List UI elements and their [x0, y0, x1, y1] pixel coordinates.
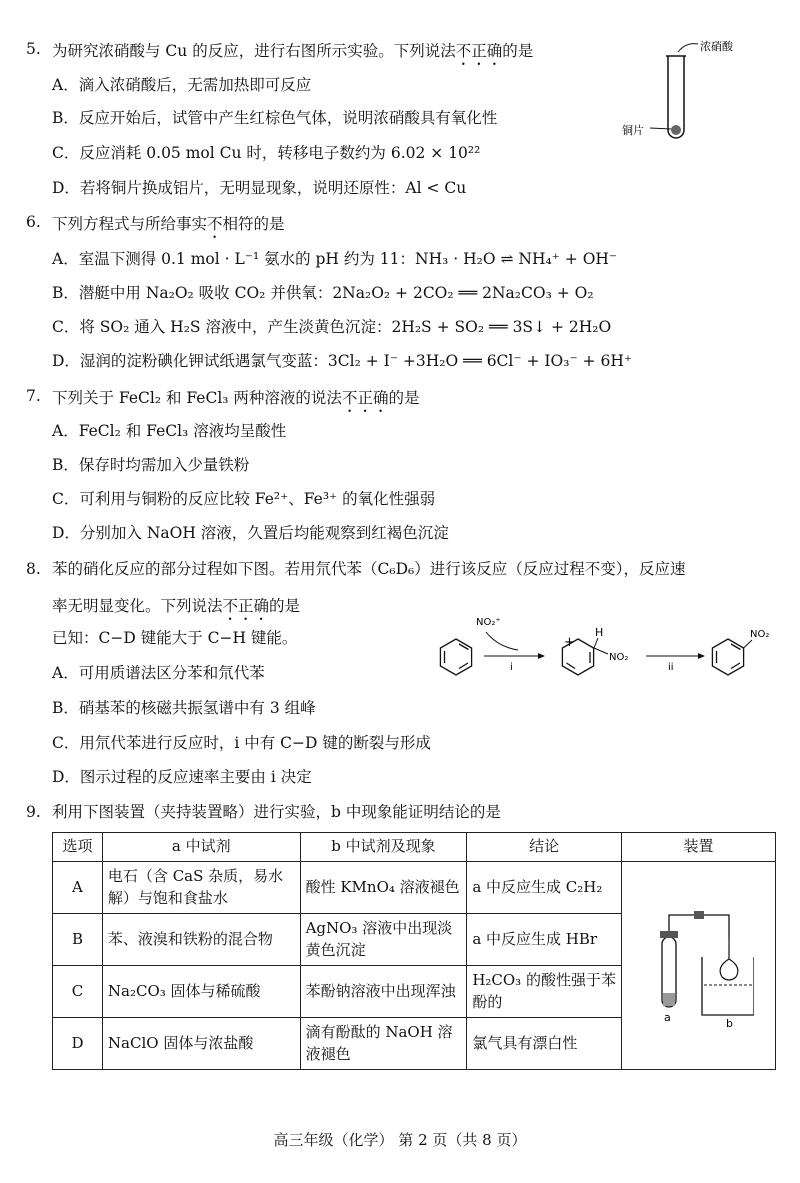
question-number: 8.: [26, 560, 41, 578]
stem-text: 下列关于 FeCl₂ 和 FeCl₃ 两种溶液的说法: [52, 389, 342, 407]
question-8-stem-line2: [52, 597, 300, 624]
stem-text: 的是: [502, 42, 534, 60]
q7-option-a: A．FeCl₂ 和 FeCl₃ 溶液均呈酸性: [52, 422, 287, 440]
question-number: 5.: [26, 40, 41, 58]
reagent-a-cell: 苯、液溴和铁粉的混合物: [102, 914, 300, 966]
nitro-label-product: NO₂: [750, 629, 770, 640]
reagent-a-cell: NaClO 固体与浓盐酸: [102, 1018, 300, 1070]
q5-option-d: D．若将铜片换成铝片，无明显现象，说明还原性：Al < Cu: [52, 179, 467, 197]
q9-table: [52, 832, 776, 1070]
table-header-row: [53, 833, 776, 862]
header-cell: a 中试剂: [102, 833, 300, 862]
nitrobenzene-ring: [712, 639, 743, 675]
nitro-label-intermediate: NO₂: [609, 652, 629, 663]
q6-option-b: B．潜艇中用 Na₂O₂ 吸收 CO₂ 并供氧：2Na₂O₂ + 2CO₂ ══ 2Na₂CO₃ + O₂: [52, 284, 594, 302]
benzene-ring: [440, 639, 471, 675]
q5-option-b: B．反应开始后，试管中产生红棕色气体，说明浓硝酸具有氧化性: [52, 109, 498, 127]
stem-text: 的是: [269, 597, 301, 615]
header-cell: 结论: [467, 833, 622, 862]
q8-option-a: A．可用质谱法区分苯和氘代苯: [52, 664, 265, 682]
reagent-label: NO₂⁺: [476, 617, 501, 628]
q8-known-info: 已知：C−D 键能大于 C−H 键能。: [52, 629, 298, 647]
emphasis-text: 不正确: [455, 42, 503, 60]
q7-option-b: B．保存时均需加入少量铁粉: [52, 456, 250, 474]
stem-text: 率无明显变化。下列说法: [52, 597, 223, 615]
conclusion-cell: H₂CO₃ 的酸性强于苯酚的: [467, 966, 622, 1018]
stem-text: 相符的是: [222, 215, 285, 233]
emphasis-text: 不正确: [341, 389, 389, 407]
reagent-b-cell: 滴有酚酞的 NaOH 溶液褪色: [300, 1018, 467, 1070]
nitration-scheme: [428, 612, 778, 692]
reagent-b-cell: AgNO₃ 溶液中出现淡黄色沉淀: [300, 914, 467, 966]
conclusion-cell: a 中反应生成 HBr: [467, 914, 622, 966]
option-cell: A: [53, 862, 103, 914]
label-b: b: [725, 1017, 733, 1028]
copper-label: 铜片: [622, 124, 644, 137]
q7-option-d: D．分别加入 NaOH 溶液，久置后均能观察到红褐色沉淀: [52, 524, 449, 542]
stem-text: 下列方程式与所给事实: [52, 215, 208, 233]
q7-option-c: C．可利用与铜粉的反应比较 Fe²⁺、Fe³⁺ 的氧化性强弱: [52, 490, 436, 508]
emphasis-text: 不: [207, 215, 223, 233]
q6-option-c: C．将 SO₂ 通入 H₂S 溶液中，产生淡黄色沉淀：2H₂S + SO₂ ══ 3S↓ + 2H₂O: [52, 318, 612, 336]
apparatus-cell: [622, 862, 776, 1070]
option-cell: D: [53, 1018, 103, 1070]
question-number: 6.: [26, 213, 41, 231]
step-i-label: i: [510, 662, 513, 673]
header-cell: b 中试剂及现象: [300, 833, 467, 862]
q5-option-c: C．反应消耗 0.05 mol Cu 时，转移电子数约为 6.02 × 10²²: [52, 144, 481, 162]
step-ii-label: ii: [668, 662, 674, 673]
header-cell: 选项: [53, 833, 103, 862]
option-cell: C: [53, 966, 103, 1018]
reagent-a-cell: 电石（含 CaS 杂质，易水解）与饱和食盐水: [102, 862, 300, 914]
stem-text: 为研究浓硝酸与 Cu 的反应，进行右图所示实验。下列说法: [52, 42, 456, 60]
q8-option-c: C．用氘代苯进行反应时，i 中有 C−D 键的断裂与形成: [52, 734, 431, 752]
question-number: 9.: [26, 803, 41, 821]
conclusion-cell: 氯气具有漂白性: [467, 1018, 622, 1070]
reagent-a-cell: Na₂CO₃ 固体与稀硫酸: [102, 966, 300, 1018]
q5-option-a: A．滴入浓硝酸后，无需加热即可反应: [52, 76, 312, 94]
plus-charge: +: [564, 635, 575, 650]
label-a: a: [663, 1011, 671, 1025]
q6-option-a: A．室温下测得 0.1 mol · L⁻¹ 氨水的 pH 约为 11：NH₃ · H₂O ⇌ NH₄⁺ + OH⁻: [52, 250, 618, 268]
q8-option-b: B．硝基苯的核磁共振氢谱中有 3 组峰: [52, 699, 316, 717]
table-row: [53, 862, 776, 914]
emphasis-text: 不正确: [222, 597, 270, 615]
stem-text: 苯的硝化反应的部分过程如下图。若用氘代苯（C₆D₆）进行该反应（反应过程不变），反应速: [52, 560, 686, 578]
reagent-b-cell: 酸性 KMnO₄ 溶液褪色: [300, 862, 467, 914]
hydrogen-label: H: [595, 626, 604, 639]
header-cell: 装置: [622, 833, 776, 862]
reagent-b-cell: 苯酚钠溶液中出现浑浊: [300, 966, 467, 1018]
question-number: 7.: [26, 387, 41, 405]
q6-option-d: D．湿润的淀粉碘化钾试纸遇氯气变蓝：3Cl₂ + I⁻ +3H₂O ══ 6Cl⁻ + IO₃⁻ + 6H⁺: [52, 352, 633, 370]
apparatus-figure: [644, 897, 754, 1027]
test-tube-figure: [620, 34, 770, 144]
stem-text: 利用下图装置（夹持装置略）进行实验，b 中现象能证明结论的是: [52, 803, 501, 821]
stem-text: 的是: [388, 389, 420, 407]
acid-label: 浓硝酸: [700, 40, 733, 53]
option-cell: B: [53, 914, 103, 966]
q8-option-d: D．图示过程的反应速率主要由 i 决定: [52, 768, 312, 786]
conclusion-cell: a 中反应生成 C₂H₂: [467, 862, 622, 914]
page-footer: 高三年级（化学） 第 2 页（共 8 页）: [273, 1131, 527, 1149]
